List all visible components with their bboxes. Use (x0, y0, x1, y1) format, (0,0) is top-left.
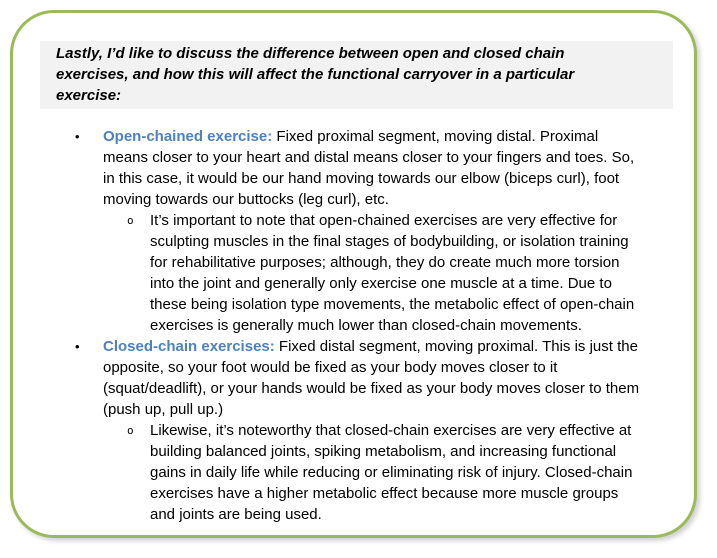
item-body-closed-chain: Fixed distal segment, moving proximal. This is just the opposite, so your foot would be fixed as your body moves closer to it (squat/deadlift), or your hands would be fixed as your body moves closer to them (push up, pull up.) (103, 338, 640, 418)
bullet-icon: • (75, 129, 80, 144)
sub-item-text-open-chain: It’s important to note that open-chained exercises are very effective for sculpting muscles in the final stages of bodybuilding, or isolation training for rehabilitative purposes; although, they do create much more torsion into the joint and generally only exercise one muscle at a time. Due to these being isolation type movements, the metabolic effect of open-chain exercises is generally much lower than closed-chain movements. (150, 212, 635, 334)
sub-bullet-icon: o (127, 214, 134, 227)
item-heading-open-chain: Open-chained exercise: (103, 128, 273, 145)
sub-item-text-closed-chain: Likewise, it’s noteworthy that closed-chain exercises are very effective at building balanced joints, spiking metabolism, and increasing functional gains in daily life while reducing or eliminating risk of injury. Closed-chain exercises have a higher metabolic effect because more muscle groups and joints are being used. (150, 422, 633, 523)
sub-item-open-chain (127, 210, 686, 336)
list-item-open-chain (75, 126, 683, 336)
bullet-icon: • (75, 339, 80, 354)
intro-paragraph: Lastly, I’d like to discuss the difference between open and closed chain exercises, and how this will affect the functional carryover in a particular exercise: (40, 41, 673, 109)
list-item-text (103, 126, 683, 210)
sub-bullet-icon: o (127, 424, 134, 437)
list-item-text (103, 336, 683, 420)
sub-item-closed-chain (127, 420, 686, 525)
list-item-closed-chain (75, 336, 683, 525)
bullet-list (0, 126, 717, 525)
item-heading-closed-chain: Closed-chain exercises: (103, 338, 275, 355)
item-body-open-chain: Fixed proximal segment, moving distal. Proximal means closer to your heart and distal means closer to your fingers and toes. So, in this case, it would be our hand moving towards our elbow (biceps curl), foot moving towards our buttocks (leg curl), etc. (103, 128, 635, 208)
